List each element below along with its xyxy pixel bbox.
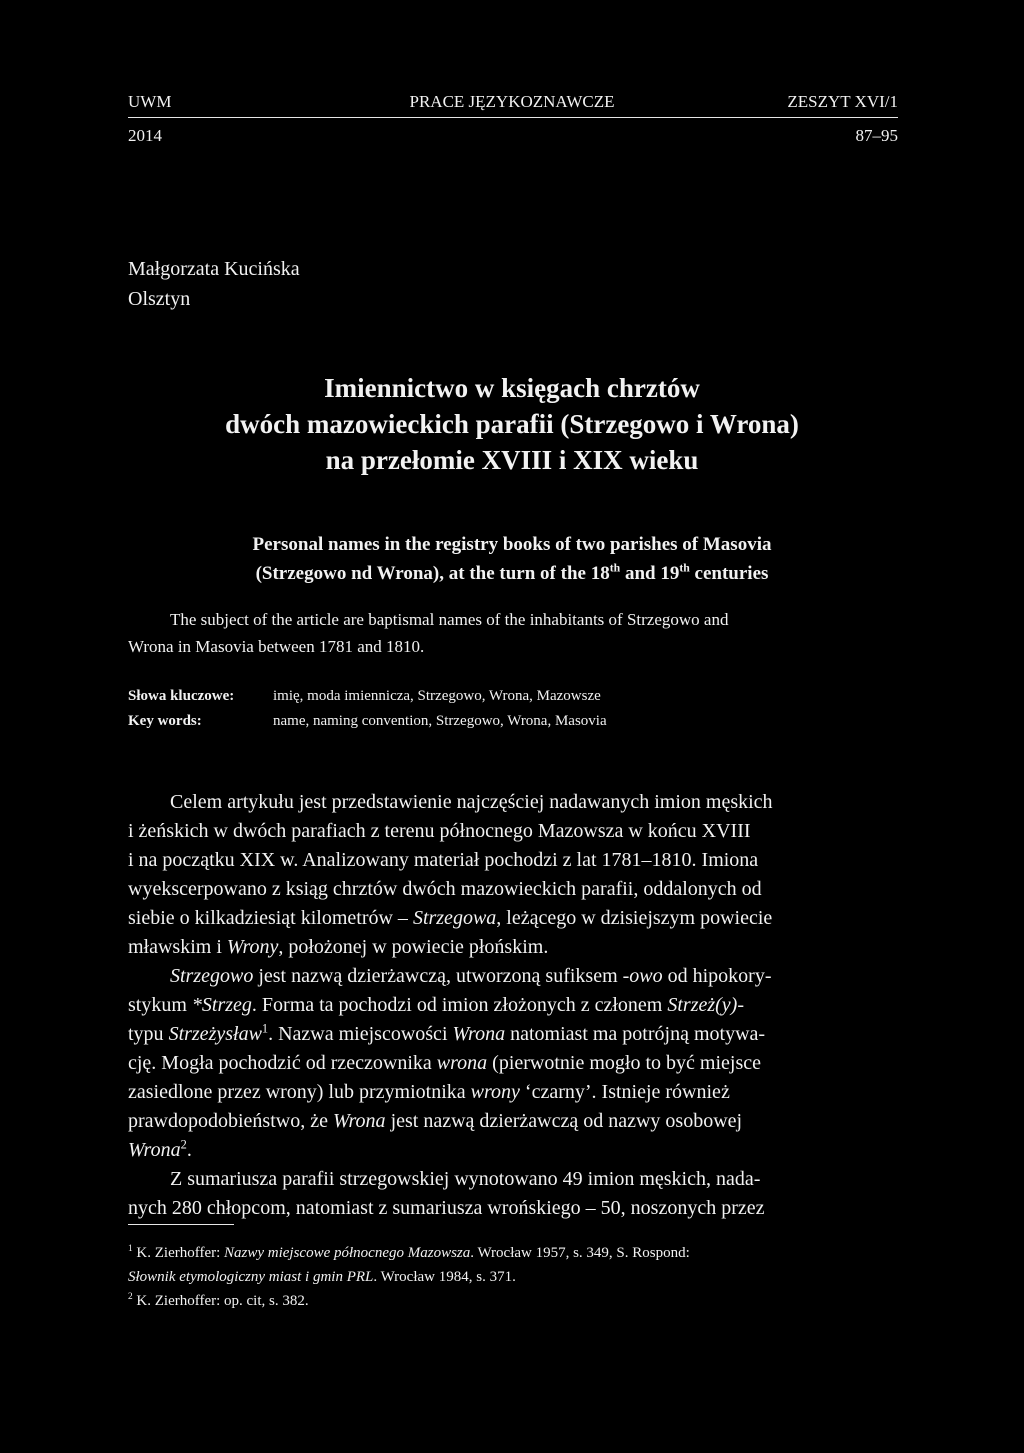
keywords-pl-value: imię, moda imiennicza, Strzegowo, Wrona, Mazowsze xyxy=(273,688,601,704)
title-line-1: Imiennictwo w księgach chrztów xyxy=(324,373,700,403)
body-line-2: i żeńskich w dwóch parafiach z terenu północnego Mazowsza w końcu XVIII xyxy=(128,820,751,842)
body-line-4: wyekscerpowano z ksiąg chrztów dwóch mazowieckich parafii, oddalonych od xyxy=(128,878,762,900)
keywords-en-value: name, naming convention, Strzegowo, Wrona, Masovia xyxy=(273,713,607,729)
journal-issue: ZESZYT XVI/1 xyxy=(787,92,898,111)
body-line-12: prawdopodobieństwo, że Wrona jest nazwą dzierżawczą od nazwy osobowej xyxy=(128,1110,743,1132)
footnote-1-line-1: $^1$ K. Zierhoffer: Nazwy miejscowe północnego Mazowsza. Wrocław 1957, s. 349, S. Rospond: xyxy=(128,1244,690,1261)
body-line-5: siebie o kilkadziesiąt kilometrów – Strzegowa, leżącego w dzisiejszym powiecie xyxy=(128,907,773,929)
footnote-1-line-2: Słownik etymologiczny miast i gmin PRL. Wrocław 1984, s. 371. xyxy=(128,1269,516,1285)
footnote-ref-1: 1 xyxy=(261,1021,269,1036)
body-line-3: i na początku XIX w. Analizowany materiał pochodzi z lat 1781–1810. Imiona xyxy=(128,849,759,871)
english-title-line-2: (Strzegowo nd Wrona), at the turn of the 18th and 19th centuries xyxy=(255,561,769,584)
body-line-6: mławskim i Wrony, położonej w powiecie płońskim. xyxy=(128,936,549,958)
body-line-1: Celem artykułu jest przedstawienie najczęściej nadawanych imion męskich xyxy=(170,791,773,813)
body-line-8: stykum *Strzeg. Forma ta pochodzi od imion złożonych z członem Strzeż(y)- xyxy=(128,994,744,1016)
page-range: 87–95 xyxy=(855,126,898,145)
journal-year: 2014 xyxy=(128,126,162,145)
journal-title: PRACE JĘZYKOZNAWCZE xyxy=(409,92,615,111)
footnote-2: $^2$ K. Zierhoffer: op. cit, s. 382. xyxy=(128,1292,309,1309)
header-rule xyxy=(128,117,898,118)
journal-publisher: UWM xyxy=(128,92,172,111)
body-line-10: cję. Mogła pochodzić od rzeczownika wrona (pierwotnie mogło to być miejsce xyxy=(128,1052,761,1074)
author-name: Małgorzata Kucińska xyxy=(128,258,300,280)
body-line-14: Z sumariusza parafii strzegowskiej wynotowano 49 imion męskich, nada- xyxy=(170,1168,761,1190)
author-city: Olsztyn xyxy=(128,288,191,310)
body-line-7: Strzegowo jest nazwą dzierżawczą, utworzoną sufiksem -owo od hipokory- xyxy=(170,965,772,987)
keywords-en-label: Key words: xyxy=(128,713,202,729)
abstract-line-2: Wrona in Masovia between 1781 and 1810. xyxy=(128,637,425,656)
body-line-9: typu Strzeżysław$^1$. Nazwa miejscowości Wrona natomiast ma potrójną motywa- xyxy=(128,1021,766,1045)
title-line-3: na przełomie XVIII i XIX wieku xyxy=(325,445,699,475)
english-title-line-1: Personal names in the registry books of two parishes of Masovia xyxy=(252,534,772,555)
footnote-ref-2: 2 xyxy=(180,1137,187,1152)
body-line-15: nych 280 chłopcom, natomiast z sumariusza wrońskiego – 50, noszonych przez xyxy=(128,1197,765,1219)
title-line-2: dwóch mazowieckich parafii (Strzegowo i Wrona) xyxy=(225,409,799,439)
keywords-pl-label: Słowa kluczowe: xyxy=(128,688,235,704)
abstract-line-1: The subject of the article are baptismal names of the inhabitants of Strzegowo and xyxy=(170,610,729,629)
footnote-rule xyxy=(128,1224,234,1225)
body-line-13: Wrona$^2$. xyxy=(128,1137,192,1161)
body-line-11: zasiedlone przez wrony) lub przymiotnika wrony ‘czarny’. Istnieje również xyxy=(128,1081,730,1103)
